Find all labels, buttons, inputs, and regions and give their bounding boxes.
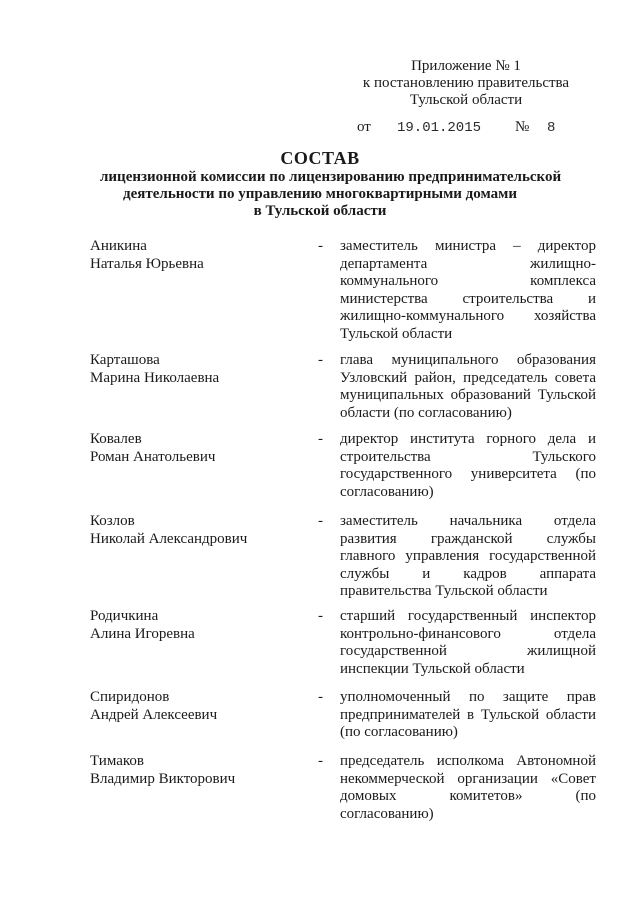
member-dash: -	[318, 352, 323, 368]
member-name	[90, 513, 310, 548]
member-position-line: согласованию)	[340, 483, 434, 500]
title-line-3: в Тульской области	[253, 203, 387, 219]
member-position-line: инспекции Тульской области	[340, 660, 525, 677]
appendix-region: Тульской области	[409, 92, 523, 108]
appendix-reference: к постановлению правительства	[362, 75, 570, 91]
member-surname: Аникина	[90, 238, 147, 254]
decree-date: 19.01.2015	[397, 120, 482, 136]
member-position-line: развития гражданской службы	[340, 530, 596, 547]
member-position-line: глава муниципального образования	[340, 352, 596, 368]
member-position-line: (по согласованию)	[340, 724, 458, 740]
member-position-line: предпринимателей в Тульской области	[340, 706, 596, 723]
title-main: СОСТАВ	[280, 148, 360, 168]
member-name	[90, 431, 310, 466]
member-position	[340, 689, 596, 742]
member-given-names: Андрей Алексеевич	[90, 706, 218, 723]
title-subtitle	[100, 169, 562, 220]
member-position-line: строительства Тульского	[340, 448, 596, 465]
member-given-names: Владимир Викторович	[90, 770, 236, 787]
member-dash: -	[318, 513, 323, 529]
member-position	[340, 608, 596, 678]
member-given-names: Николай Александрович	[90, 530, 248, 547]
appendix-number: Приложение № 1	[411, 58, 521, 74]
member-position-line: старший государственный инспектор	[340, 608, 596, 624]
member-position	[340, 238, 596, 343]
decree-line	[357, 119, 607, 137]
member-position-line: Узловский район, председатель совета	[340, 369, 596, 386]
member-position-line: уполномоченный по защите прав	[340, 689, 596, 705]
member-name	[90, 238, 310, 273]
member-position	[340, 352, 596, 422]
member-position-line: Тульской области	[340, 325, 453, 342]
member-position-line: департамента жилищно-	[340, 255, 596, 272]
member-position-line: согласованию)	[340, 805, 434, 822]
member-given-names: Марина Николаевна	[90, 369, 220, 386]
member-surname: Козлов	[90, 513, 135, 529]
member-position-line: директор института горного дела и	[340, 431, 596, 447]
member-position-line: министерства строительства и	[340, 290, 596, 307]
member-position-line: государственного университета (по	[340, 466, 596, 482]
member-position-line: муниципальных образований Тульской	[340, 387, 596, 403]
member-position-line: главного управления государственной	[340, 548, 596, 564]
member-name	[90, 352, 310, 387]
member-position-line: некоммерческой организации «Совет	[340, 770, 596, 787]
member-position	[340, 753, 596, 823]
member-position-line: службы и кадров аппарата	[340, 565, 596, 582]
decree-from-label: от	[357, 119, 371, 135]
member-dash: -	[318, 753, 323, 769]
member-surname: Спиридонов	[90, 689, 170, 705]
member-surname: Ковалев	[90, 431, 142, 447]
member-position-line: заместитель министра – директор	[340, 238, 596, 254]
decree-number: 8	[547, 120, 556, 136]
document-title	[100, 148, 562, 220]
member-position-line: коммунального комплекса	[340, 273, 596, 289]
decree-number-label: №	[515, 119, 530, 135]
member-position-line: заместитель начальника отдела	[340, 513, 596, 529]
appendix-header	[330, 58, 602, 109]
member-dash: -	[318, 608, 323, 624]
member-position-line: государственной жилищной	[340, 643, 596, 659]
member-position-line: области (по согласованию)	[340, 404, 512, 421]
member-name	[90, 689, 310, 724]
member-dash: -	[318, 238, 323, 254]
member-name	[90, 608, 310, 643]
member-surname: Карташова	[90, 352, 160, 368]
member-dash: -	[318, 689, 323, 705]
title-line-1: лицензионной комиссии по лицензированию предпринимательской	[100, 169, 562, 185]
member-position-line: жилищно-коммунального хозяйства	[340, 308, 596, 324]
member-position-line: контрольно-финансового отдела	[340, 625, 596, 642]
member-position-line: правительства Тульской области	[340, 583, 548, 599]
member-name	[90, 753, 310, 788]
title-line-2: деятельности по управлению многоквартирными домами	[123, 186, 517, 202]
member-dash: -	[318, 431, 323, 447]
member-position-line: домовых комитетов» (по	[340, 788, 596, 804]
member-given-names: Роман Анатольевич	[90, 448, 216, 465]
member-surname: Родичкина	[90, 608, 159, 624]
member-position	[340, 513, 596, 601]
member-given-names: Наталья Юрьевна	[90, 255, 204, 272]
member-position-line: председатель исполкома Автономной	[340, 753, 596, 769]
member-surname: Тимаков	[90, 753, 144, 769]
member-given-names: Алина Игоревна	[90, 625, 195, 642]
member-position	[340, 431, 596, 501]
